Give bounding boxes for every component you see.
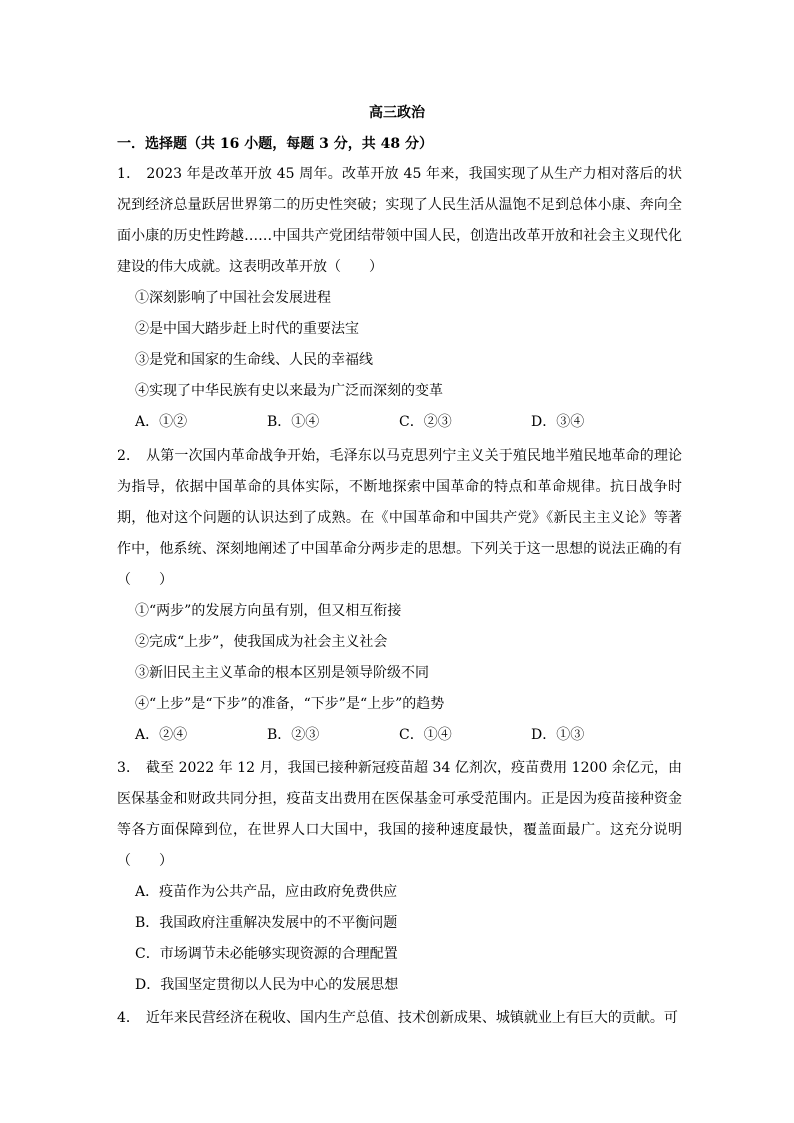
question-number: 4． (117, 1010, 140, 1026)
question-text: 2023 年是改革开放 45 周年。改革开放 45 年来，我国实现了从生产力相对落后的状况到经济总量跃居世界第二的历史性突破；实现了人民生活从温饱不足到总体小康、奔向全面小康的历史性跨越……中国共产党团结带领中国人民，创造出改革开放和社会主义现代化建设的伟大成就。这表明改革开放（ ） (117, 166, 682, 275)
choice-a[interactable]: A．②④ (135, 727, 188, 743)
question-text: 近年来民营经济在税收、国内生产总值、技术创新成果、城镇就业上有巨大的贡献。可 (145, 1010, 678, 1026)
question-3 (117, 753, 682, 1001)
question-number: 2． (117, 448, 141, 464)
choice-b[interactable]: B．①④ (267, 414, 320, 430)
statement-item: ①深刻影响了中国社会发展进程 (135, 290, 331, 306)
question-text: 截至 2022 年 12 月，我国已接种新冠疫苗超 34 亿剂次，疫苗费用 1200 余亿元，由医保基金和财政共同分担，疫苗支出费用在医保基金可承受范围内。正是因为疫苗接种资金等各方面保障到位，在世界人口大国中，我国的接种速度最快，覆盖面最广。这充分说明（ ） (117, 760, 682, 869)
choice-a[interactable]: A．疫苗作为公共产品，应由政府免费供应 (135, 884, 398, 900)
choice-b[interactable]: B．②③ (267, 727, 320, 743)
question-stem (117, 441, 682, 596)
choice-c[interactable]: C．①④ (399, 727, 452, 743)
question-4 (117, 1003, 682, 1034)
statement-item: ①“两步”的发展方向虽有别，但又相互衔接 (135, 603, 402, 619)
statement-item: ②是中国大踏步赶上时代的重要法宝 (135, 321, 359, 337)
choice-d[interactable]: D．我国坚定贯彻以人民为中心的发展思想 (135, 977, 399, 993)
question-stem (117, 159, 682, 283)
question-stem (117, 753, 682, 877)
statement-item: ④实现了中华民族有史以来最为广泛而深刻的变革 (135, 383, 443, 399)
choice-b[interactable]: B．我国政府注重解决发展中的不平衡问题 (135, 915, 398, 931)
statement-item: ④“上步”是“下步”的准备，“下步”是“上步”的趋势 (135, 696, 445, 712)
question-1 (117, 159, 682, 438)
question-number: 3． (117, 760, 140, 776)
question-number: 1． (117, 166, 141, 182)
statement-item: ②完成“上步”，使我国成为社会主义社会 (135, 634, 388, 650)
question-stem (117, 1003, 682, 1034)
choice-d[interactable]: D．①③ (531, 727, 585, 743)
question-2 (117, 441, 682, 751)
choice-c[interactable]: C．②③ (399, 414, 452, 430)
section-heading: 一．选择题（共 16 小题，每题 3 分，共 48 分） (117, 136, 433, 152)
page-title: 高三政治 (369, 105, 425, 121)
answer-choices (117, 407, 682, 438)
choice-c[interactable]: C．市场调节未必能够实现资源的合理配置 (135, 946, 398, 962)
statement-item: ③新旧民主主义革命的根本区别是领导阶级不同 (135, 665, 429, 681)
choice-a[interactable]: A．①② (135, 414, 188, 430)
choice-d[interactable]: D．③④ (531, 414, 585, 430)
question-text: 从第一次国内革命战争开始，毛泽东以马克思列宁主义关于殖民地半殖民地革命的理论为指导，依据中国革命的具体实际，不断地探索中国革命的特点和革命规律。抗日战争时期，他对这个问题的认识达到了成熟。在《中国革命和中国共产党》《新民主主义论》等著作中，他系统、深刻地阐述了中国革命分两步走的思想。下列关于这一思想的说法正确的有（ ） (117, 448, 682, 588)
statement-item: ③是党和国家的生命线、人民的幸福线 (135, 352, 373, 368)
answer-choices (117, 720, 682, 751)
